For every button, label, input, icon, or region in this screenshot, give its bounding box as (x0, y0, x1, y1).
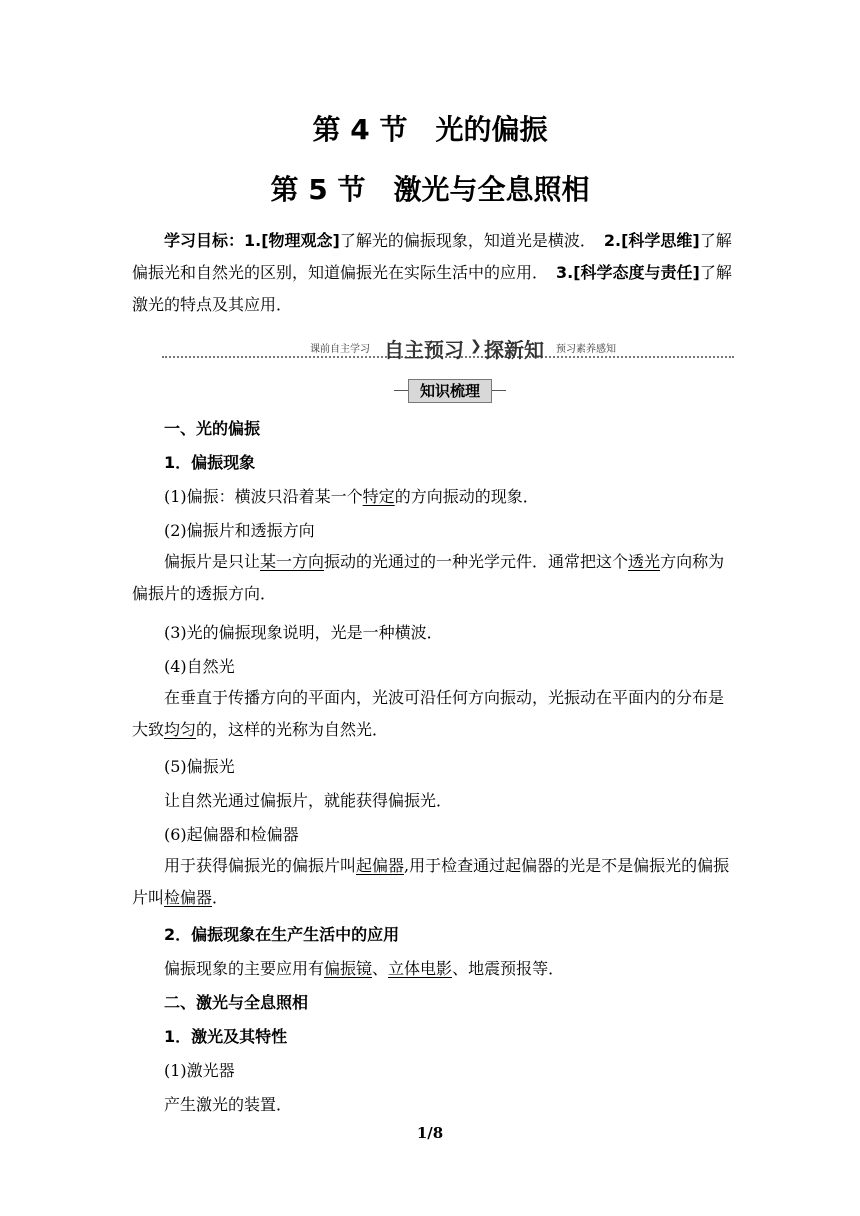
tag-rule-left (394, 390, 408, 391)
text-part: 方向称为偏振片的透振方向． (132, 552, 725, 603)
text-part: ． (212, 888, 229, 907)
paragraph-polarizer (132, 546, 732, 610)
objective-3-tag: [科学态度与责任] (573, 263, 700, 282)
paragraph-natural-light (132, 682, 732, 746)
definition-polarization (164, 484, 539, 507)
answer-term: 均匀 (164, 720, 197, 739)
text-part: 的，这样的光称为自然光． (196, 720, 389, 739)
text-part: 、地震预报等． (452, 959, 565, 978)
learning-objectives (132, 225, 732, 321)
objective-2-tag: [科学思维] (621, 231, 700, 250)
objective-1-number: 1. (244, 231, 262, 250)
banner-right-text: 预习素养感知 (556, 344, 616, 355)
answer-term: 起偏器 (356, 856, 405, 875)
text-part: (1)偏振：横波只沿着某一个 (164, 487, 363, 506)
item-polarizer-analyzer: (6)起偏器和检偏器 (164, 825, 299, 844)
tag-label: 知识梳理 (408, 379, 492, 403)
banner-main-text-2: 探新知 (484, 338, 544, 362)
objectives-label: 学习目标： (164, 231, 245, 250)
text-part: 的方向振动的现象． (394, 487, 539, 506)
arrow-icon: ❯ (470, 338, 482, 354)
answer-term: 透光 (628, 552, 661, 571)
text-part: 振动的光通过的一种光学元件．通常把这个 (324, 552, 629, 571)
answer-term: 偏振镜 (324, 959, 373, 978)
banner-left-text: 课前自主学习 (310, 344, 370, 355)
text-part: 偏振现象的主要应用有 (164, 959, 325, 978)
paragraph-applications (164, 956, 564, 979)
text-part: 偏振片是只让 (164, 552, 261, 571)
answer-term: 检偏器 (164, 888, 213, 907)
heading-applications: 2．偏振现象在生产生活中的应用 (164, 925, 400, 944)
answer-term: 立体电影 (388, 959, 453, 978)
answer-term: 特定 (362, 487, 395, 506)
objective-3-text: 了解激光的特点及其应用． (132, 263, 732, 314)
answer-term: 某一方向 (260, 552, 325, 571)
section-banner (162, 334, 734, 360)
text-part: 、 (372, 959, 389, 978)
section-title-4: 第 4 节 光的偏振 (312, 113, 548, 146)
banner-main-text-1: 自主预习 (384, 338, 464, 362)
paragraph-laser-device: 产生激光的装置． (164, 1095, 293, 1114)
paragraph-polarized-light: 让自然光通过偏振片，就能获得偏振光． (164, 791, 453, 810)
heading-laser-properties: 1．激光及其特性 (164, 1027, 288, 1046)
text-part: 在垂直于传播方向的平面内，光波可沿任何方向振动，光振动在平面内的分布是大致 (132, 688, 725, 739)
objective-1-text: 了解光的偏振现象，知道光是横波． (339, 231, 604, 250)
knowledge-tag (394, 379, 506, 403)
heading-polarization-phenomenon: 1．偏振现象 (164, 453, 256, 472)
page-number: 1/8 (416, 1124, 444, 1142)
objective-2-text: 了解偏振光和自然光的区别，知道偏振光在实际生活中的应用． (132, 231, 732, 282)
tag-rule-right (492, 390, 506, 391)
heading-polarization: 一、光的偏振 (164, 419, 261, 438)
paragraph-polarizer-analyzer (132, 850, 732, 914)
heading-laser-holography: 二、激光与全息照相 (164, 993, 309, 1012)
item-laser-device: (1)激光器 (164, 1061, 235, 1080)
item-transverse-wave: (3)光的偏振现象说明，光是一种横波． (164, 623, 443, 642)
item-polarizer: (2)偏振片和透振方向 (164, 521, 315, 540)
objective-1-tag: [物理观念] (261, 231, 340, 250)
text-part: 用于获得偏振光的偏振片叫 (164, 856, 357, 875)
objective-2-number: 2. (603, 231, 622, 250)
section-title-5: 第 5 节 激光与全息照相 (270, 173, 590, 206)
objective-3-number: 3. (556, 263, 574, 282)
item-natural-light: (4)自然光 (164, 657, 235, 676)
item-polarized-light: (5)偏振光 (164, 757, 235, 776)
text-part: ,用于检查通过起偏器的光是不是偏振光的偏振片叫 (132, 856, 730, 907)
